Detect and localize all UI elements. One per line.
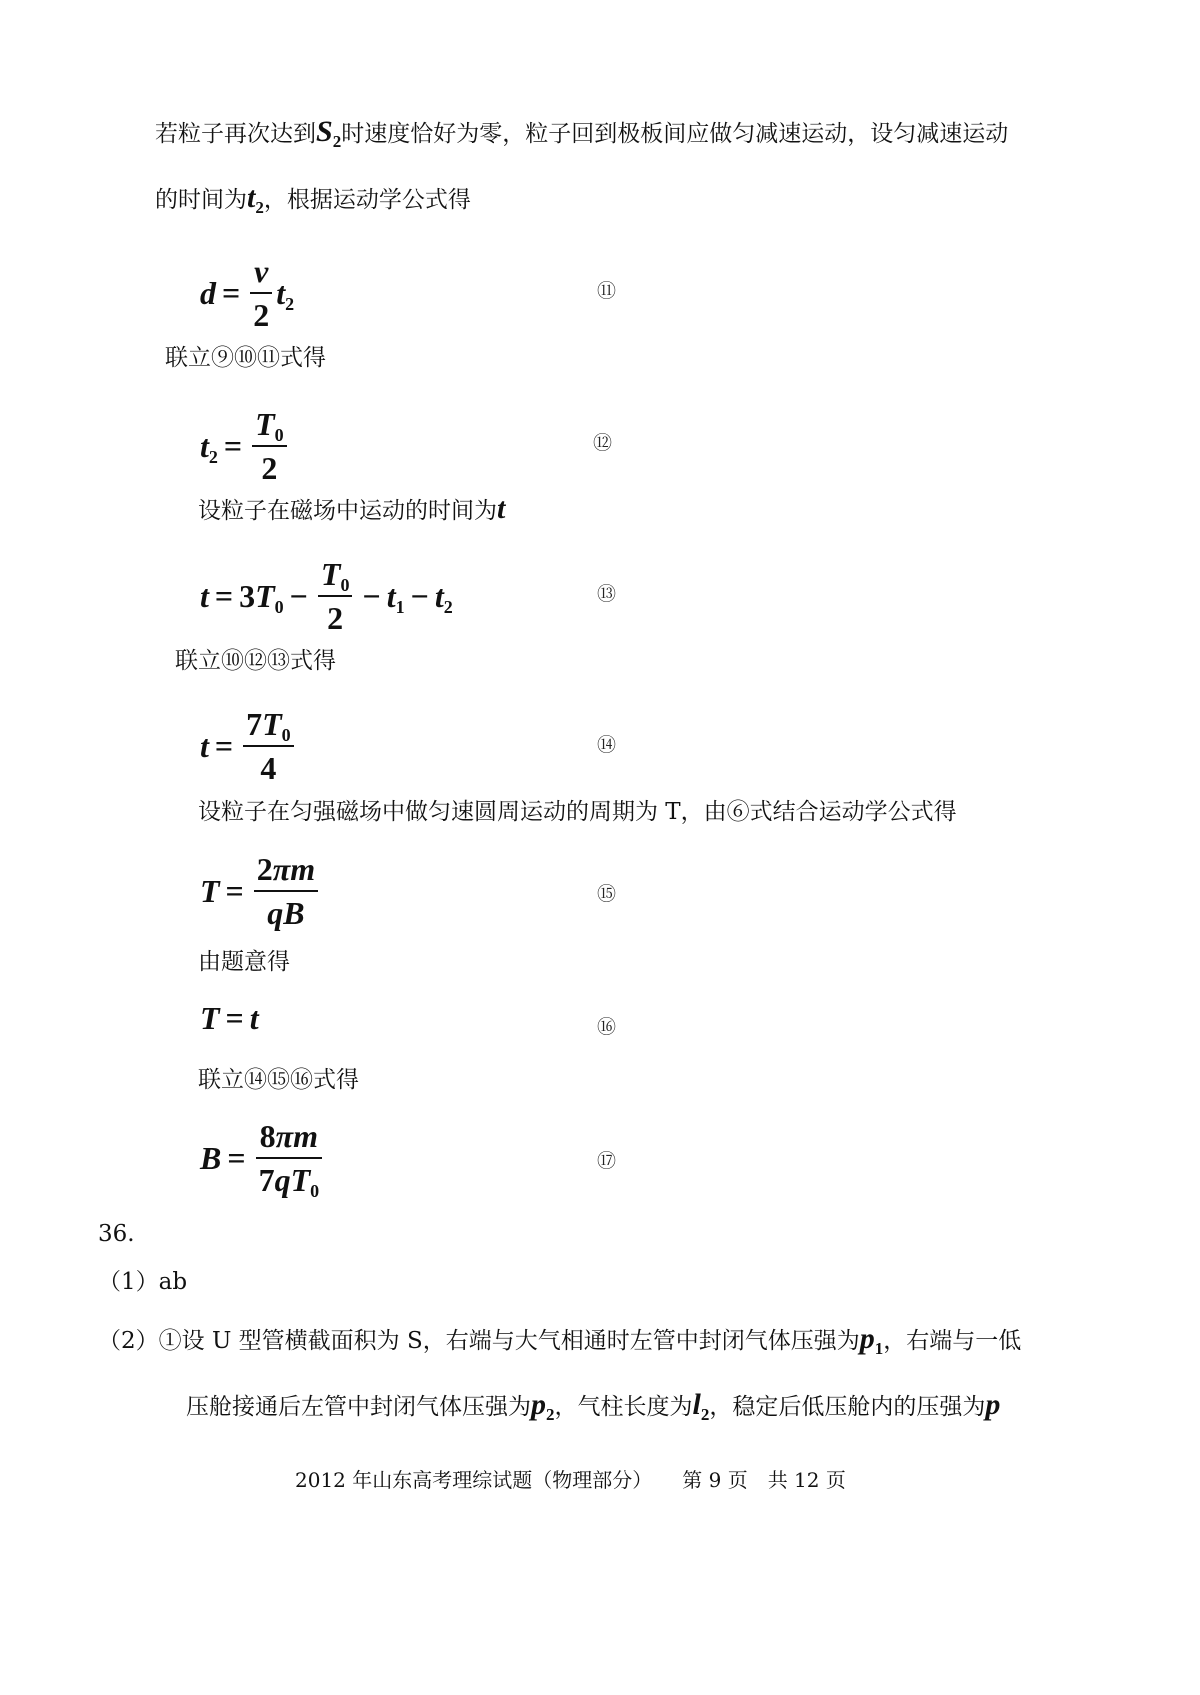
text-join-2: 联立⑩⑫⑬式得: [175, 648, 336, 674]
equation-12: $t_2$ = $\frac{T_0}{2}$: [200, 405, 291, 487]
equation-number-15: ⑮: [597, 883, 617, 905]
equation-number-17: ⑰: [597, 1150, 617, 1172]
equation-11: d = $\frac{v}{2}$ $t_2$: [200, 253, 295, 333]
equation-number-12: ⑫: [593, 432, 613, 454]
page-footer: 2012 年山东高考理综试题（物理部分） 第 9 页 共 12 页: [295, 1468, 846, 1492]
equation-16: T = t: [200, 1000, 259, 1036]
text-set-period: 设粒子在匀强磁场中做匀速圆周运动的周期为 T，由⑥式结合运动学公式得: [198, 799, 957, 825]
symbol-s2: $S_2$: [316, 115, 342, 151]
equation-13: t = $3T_0$ − $\frac{T_0}{2}$ − $t_1$ − $t_2$: [200, 556, 453, 636]
equation-number-11: ⑪: [597, 280, 617, 302]
symbol-p2: $p_2$: [531, 1388, 555, 1424]
equation-number-14: ⑭: [597, 734, 617, 756]
equation-number-16: ⑯: [597, 1016, 617, 1038]
text-by-problem: 由题意得: [198, 949, 290, 975]
symbol-t2: $t_2$: [247, 181, 264, 217]
question-36-part-2-line-1: （2）①设 U 型管横截面积为 S，右端与大气相通时左管中封闭气体压强为$p_1$，右端与一低: [98, 1322, 1022, 1358]
equation-14: t = $\frac{7T_0}{4}$: [200, 705, 298, 787]
symbol-p1: $p_1$: [859, 1322, 884, 1358]
question-36-part-2-line-2: 压舱接通后左管中封闭气体压强为$p_2$，气柱长度为$l_2$，稳定后低压舱内的压强为p: [186, 1388, 1001, 1424]
symbol-p: p: [985, 1388, 1001, 1421]
symbol-l2: $l_2$: [692, 1388, 710, 1424]
text-line-1: 若粒子再次达到$S_2$时速度恰好为零，粒子回到极板间应做匀减速运动，设匀减速运动: [155, 115, 1009, 151]
text-line-2: 的时间为$t_2$，根据运动学公式得: [155, 181, 471, 217]
text-join-1: 联立⑨⑩⑪式得: [165, 345, 326, 371]
question-36-part-1: （1）ab: [98, 1269, 188, 1295]
equation-17: B = $\frac{8\pi m}{7qT_0}$: [200, 1117, 326, 1199]
symbol-t: t: [497, 492, 506, 525]
equation-15: T = $\frac{2\pi m}{qB}$: [200, 850, 322, 932]
text-join-3: 联立⑭⑮⑯式得: [198, 1067, 359, 1093]
question-36-label: 36.: [98, 1221, 135, 1247]
text-set-t: 设粒子在磁场中运动的时间为t: [198, 492, 506, 525]
equation-number-13: ⑬: [597, 583, 617, 605]
